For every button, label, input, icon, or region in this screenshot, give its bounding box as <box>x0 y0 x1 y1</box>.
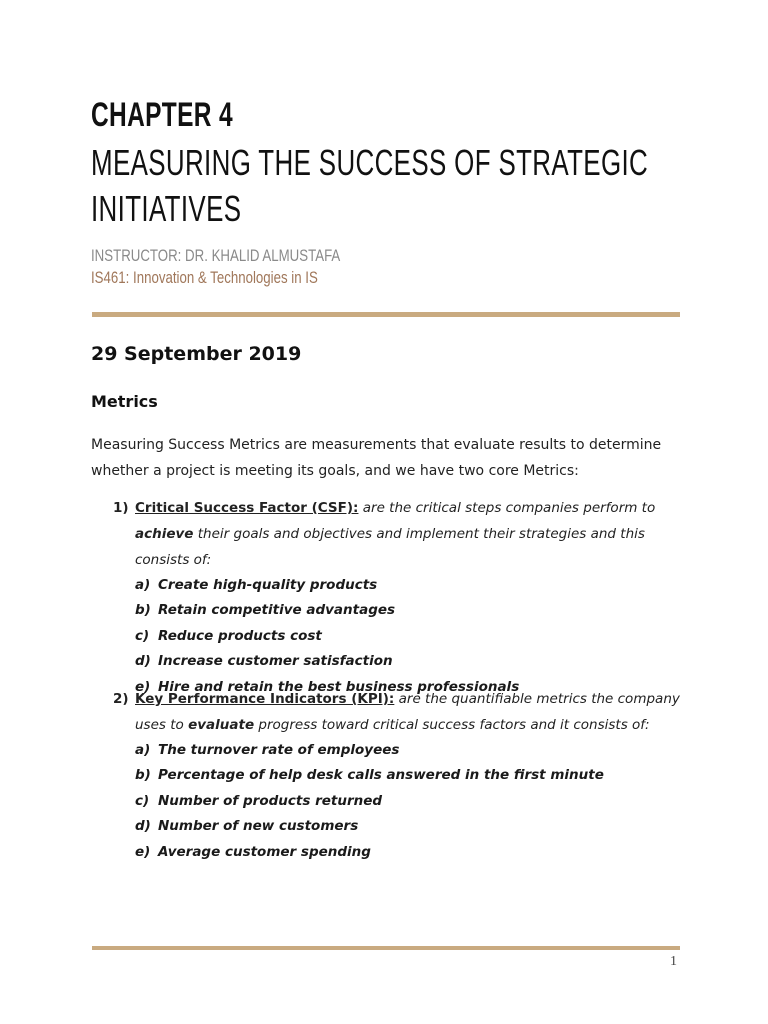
term-description: their goals and objectives and implement their strategies and this consists of: <box>135 526 645 568</box>
term-kpi: Key Performance Indicators (KPI): <box>135 691 395 707</box>
chapter-title <box>91 140 667 232</box>
sublist-item <box>135 573 683 598</box>
sublist-text: Create high-quality products <box>158 577 378 593</box>
term-emphasis: achieve <box>135 526 194 542</box>
course-name: IS461: Innovation & Technologies in IS <box>91 268 318 287</box>
document-page <box>91 0 679 1024</box>
chapter-label: CHAPTER 4 <box>91 96 233 134</box>
lecture-date: 29 September 2019 <box>91 343 302 365</box>
sublist-item <box>135 840 683 865</box>
list-number: 2) <box>113 691 129 707</box>
sublist-csf <box>135 573 683 700</box>
sublist-text: Increase customer satisfaction <box>158 653 393 670</box>
sublist-letter: b) <box>135 767 151 784</box>
sublist-item <box>135 624 683 649</box>
list-item-csf <box>113 495 683 700</box>
sublist-text: Reduce products cost <box>158 627 322 644</box>
sublist-item <box>135 814 683 839</box>
sublist-text: Retain competitive advantages <box>158 602 396 619</box>
sublist-kpi <box>135 738 683 865</box>
sublist-text: Hire and retain the best business professionals <box>158 678 520 695</box>
term-description: progress toward critical success factors and it consists of: <box>254 717 650 733</box>
sublist-letter: d) <box>135 653 151 670</box>
instructor-name: INSTRUCTOR: DR. KHALID ALMUSTAFA <box>91 246 341 265</box>
sublist-letter: e) <box>135 678 151 695</box>
list-item-body <box>135 686 683 738</box>
section-heading: Metrics <box>91 392 158 411</box>
sublist-letter: b) <box>135 602 151 619</box>
sublist-text: The turnover rate of employees <box>158 742 400 758</box>
list-item-body <box>135 495 683 573</box>
sublist-letter: c) <box>135 792 150 809</box>
sublist-item <box>135 763 683 788</box>
chapter-title-line: INITIATIVES <box>91 188 242 229</box>
sublist-letter: d) <box>135 818 151 835</box>
chapter-title-line: MEASURING THE SUCCESS OF STRATEGIC <box>91 142 649 183</box>
list-item-kpi <box>113 686 683 865</box>
header-divider <box>92 312 680 317</box>
sublist-text: Average customer spending <box>158 843 371 860</box>
sublist-letter: e) <box>135 843 151 860</box>
term-description: are the quantifiable metrics the company uses to <box>135 691 680 733</box>
list-number: 1) <box>113 500 129 516</box>
sublist-text: Number of new customers <box>158 818 359 835</box>
sublist-item <box>135 789 683 814</box>
term-csf: Critical Success Factor (CSF): <box>135 500 359 516</box>
sublist-item <box>135 598 683 623</box>
sublist-letter: a) <box>135 742 151 758</box>
term-description: are the critical steps companies perform to <box>358 500 656 516</box>
sublist-letter: c) <box>135 627 150 644</box>
sublist-item <box>135 649 683 674</box>
sublist-text: Number of products returned <box>158 792 383 809</box>
term-emphasis: evaluate <box>188 717 255 733</box>
sublist-letter: a) <box>135 577 151 593</box>
sublist-item <box>135 738 683 763</box>
sublist-text: Percentage of help desk calls answered in the first minute <box>158 767 604 784</box>
footer-divider <box>92 946 680 950</box>
intro-paragraph: Measuring Success Metrics are measurements that evaluate results to determine whether a project is meeting its goals, and we have two core Metrics: <box>91 437 662 479</box>
page-number: 1 <box>670 954 677 969</box>
